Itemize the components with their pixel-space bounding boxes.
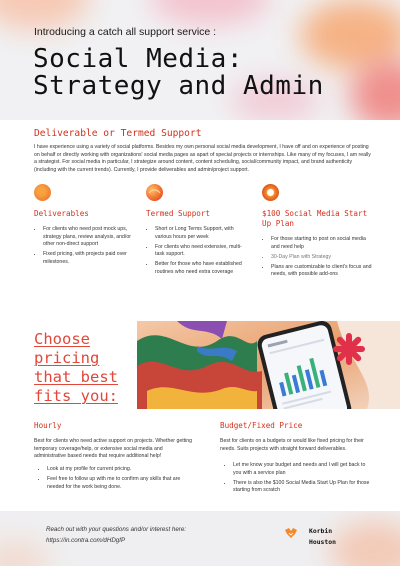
- contact-line: Reach out with your questions and/or interest here:: [46, 526, 186, 533]
- list-item: • There is also the $100 Social Media Start Up Plan for those starting from scratch: [233, 480, 370, 495]
- contact-link[interactable]: https://in.contra.com/dHDgfP: [46, 537, 126, 544]
- column-list: [146, 226, 246, 279]
- hourly-list: [38, 466, 194, 494]
- list-item: • For clients who need post mock ups, strategy plans, review analysis, and/or other non-direct support: [43, 226, 134, 249]
- pricing-heading: [34, 330, 118, 406]
- list-item: • Fixed pricing, with projects paid over milestones.: [43, 251, 134, 266]
- footer: [0, 511, 400, 566]
- pricing-heading-line: that best: [34, 368, 118, 386]
- header-banner: [0, 0, 400, 120]
- column-title: $100 Social Media Start Up Plan: [262, 209, 368, 228]
- column-title: Deliverables: [34, 209, 89, 218]
- section-heading: Deliverable or Termed Support: [34, 128, 202, 139]
- intro-text: Introducing a catch all support service :: [34, 26, 217, 38]
- pricing-heading-line: fits you:: [34, 387, 118, 405]
- fox-logo-icon: [285, 528, 297, 538]
- list-item: • Better for those who have established routines who need extra coverage: [155, 261, 246, 276]
- brand-name: [309, 526, 336, 548]
- list-item: • Feel free to follow up with me to confirm any skills that are needed for the work being done.: [47, 476, 194, 491]
- intro-paragraph: I have experience using a variety of social platforms. Besides my own personal social media development, I have off and on experience of posting on behalf or directly working with organizations' social media pages as apart of special projects or internships. Like many of my focuses, I am really a strategist. For social media in particular, I strategize around content, content scheduling, social/community impact, and brand authenticity (including with the current trends). Currently, I provide deliverables and admin/project support.: [34, 144, 371, 173]
- orange-blob-icon: [34, 184, 51, 201]
- column-title: Termed Support: [146, 209, 211, 218]
- photo-illustration: [137, 321, 400, 409]
- column-list: [262, 236, 372, 281]
- brand-line: Korbin: [309, 527, 333, 535]
- list-item: • Short or Long Terms Support, with various hours per week: [155, 226, 246, 241]
- title-line: Strategy and Admin: [33, 71, 324, 101]
- list-item: • For clients who need extensive, multi-task support.: [155, 244, 246, 259]
- list-item: • For those starting to post on social media and need help: [271, 236, 372, 251]
- list-item: • Let me know your budget and needs and I will get back to you with a service plan: [233, 462, 370, 477]
- budget-title: Budget/Fixed Price: [220, 421, 303, 430]
- pricing-heading-line: Choose: [34, 330, 90, 348]
- phone-analytics-photo: [137, 321, 400, 409]
- hourly-title: Hourly: [34, 421, 62, 430]
- list-item: • 30-Day Plan with Strategy: [271, 254, 372, 262]
- list-item: • Plans are customizable to client's focus and needs, with possible add-ons: [271, 264, 372, 279]
- orange-sphere-icon: [146, 184, 163, 201]
- contact-text: [46, 524, 186, 546]
- brand-line: Houston: [309, 538, 336, 546]
- list-item: • Look at my profile for current pricing.: [47, 466, 194, 474]
- hourly-paragraph: Best for clients who need active support on projects. Whether getting temporary coverage/help, or extensive social media and administrative based needs that require additional help!: [34, 438, 193, 460]
- budget-paragraph: Best for clients on a budgets or would like fixed pricing for their needs. Suits projects with straight forward deliverables.: [220, 438, 364, 452]
- decorative-blob: [330, 521, 400, 566]
- title-line: Social Media:: [33, 44, 243, 74]
- blob-shape: [34, 184, 51, 201]
- orange-ring-icon: [262, 184, 279, 201]
- budget-list: [224, 462, 370, 497]
- decorative-blob: [0, 541, 50, 566]
- column-list: [34, 226, 134, 269]
- sphere-swirl: [146, 184, 163, 201]
- pricing-heading-line: pricing: [34, 349, 100, 367]
- page-title: [33, 46, 324, 100]
- decorative-blob: [150, 0, 270, 25]
